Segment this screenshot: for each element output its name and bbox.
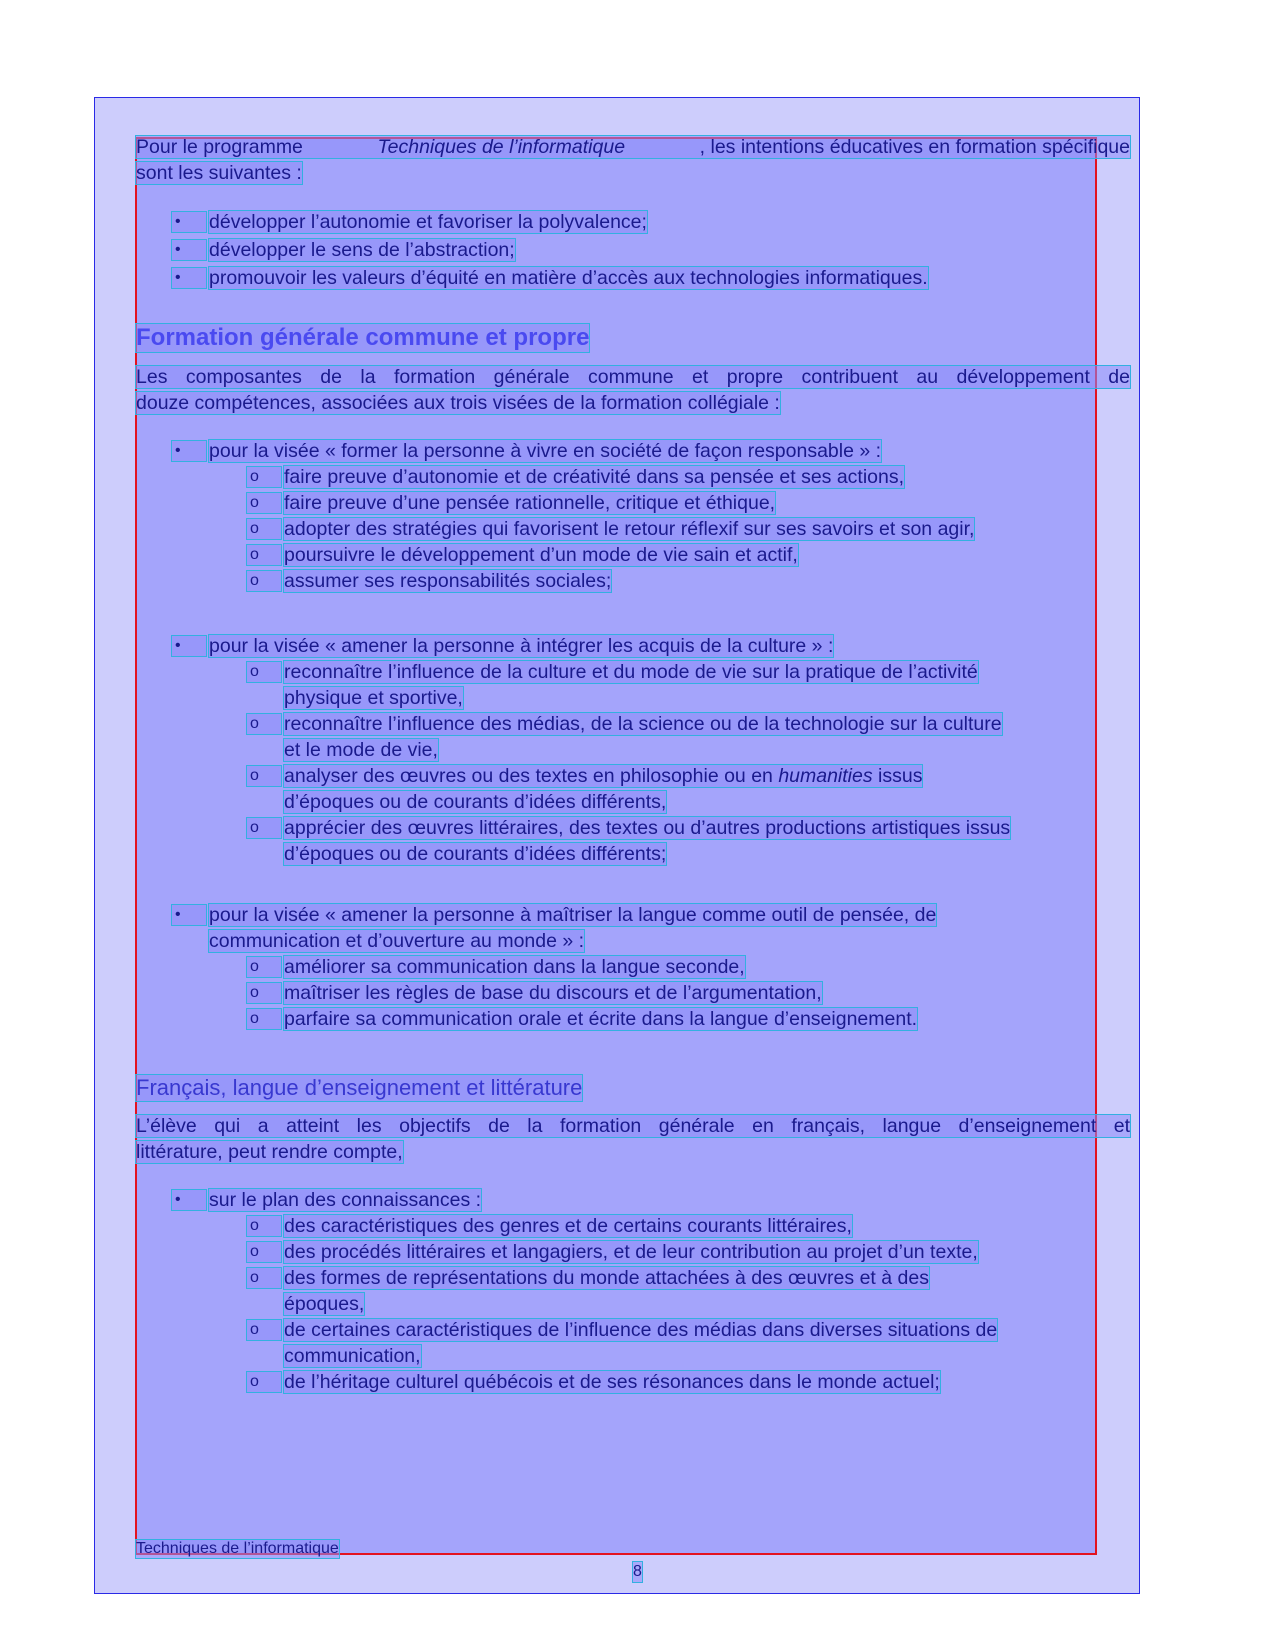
vise2-item-2-line-2: et le mode de vie,: [284, 739, 438, 761]
vise3-item: maîtriser les règles de base du discours et de l’argumentation,: [284, 982, 822, 1004]
vise2-item-3-text-b: issus: [872, 765, 923, 787]
bullet-marker: •: [172, 1190, 206, 1210]
bullet-marker: •: [172, 441, 206, 461]
vise2-title: pour la visée « amener la personne à intégrer les acquis de la culture » :: [209, 635, 834, 657]
vise3-title-line-1: pour la visée « amener la personne à maîtriser la langue comme outil de pensée, de: [209, 904, 937, 926]
intro-prefix: Pour le programme: [136, 136, 303, 158]
sub-bullet-marker: o: [247, 818, 281, 838]
sub-bullet-marker: o: [247, 493, 281, 513]
vise1-item: adopter des stratégies qui favorisent le retour réflexif sur ses savoirs et son agir,: [284, 518, 975, 540]
sub-bullet-marker: o: [247, 1320, 281, 1340]
section2-para-line-1: [136, 1115, 1130, 1137]
intro-rest: , les intentions éducatives en formation spécifique: [699, 136, 1130, 158]
knowledge-item-4-line-1: de certaines caractéristiques de l’influence des médias dans diverses situations de: [284, 1319, 998, 1341]
knowledge-item-1: des caractéristiques des genres et de certains courants littéraires,: [284, 1215, 852, 1237]
intro-line-2: sont les suivantes :: [136, 162, 302, 184]
sub-bullet-marker: o: [247, 1242, 281, 1262]
program-name: Techniques de l’informatique: [377, 136, 626, 158]
section-heading-francais: Français, langue d’enseignement et littérature: [136, 1075, 583, 1100]
humanities-term: humanities: [778, 765, 873, 787]
page-number: 8: [633, 1563, 642, 1580]
vise3-item: améliorer sa communication dans la langue seconde,: [284, 956, 745, 978]
sub-bullet-marker: o: [247, 1268, 281, 1288]
vise1-item: faire preuve d’une pensée rationnelle, critique et éthique,: [284, 492, 776, 514]
section1-para-text-1: Les composantes de la formation générale commune et propre contribuent au développement de: [136, 366, 1130, 388]
vise2-item-4-line-2: d’époques ou de courants d’idées différents;: [284, 843, 667, 865]
vise2-item-3-text-a: analyser des œuvres ou des textes en philosophie ou en: [284, 765, 779, 787]
intention-item: développer le sens de l’abstraction;: [209, 239, 515, 261]
vise2-item-4-line-1: apprécier des œuvres littéraires, des textes ou d’autres productions artistiques issus: [284, 817, 1011, 839]
knowledge-item-5: de l’héritage culturel québécois et de ses résonances dans le monde actuel;: [284, 1371, 940, 1393]
vise2-item-3-line-1: [284, 765, 922, 787]
knowledge-item-2: des procédés littéraires et langagiers, et de leur contribution au projet d’un texte,: [284, 1241, 978, 1263]
vise1-item: poursuivre le développement d’un mode de vie sain et actif,: [284, 544, 798, 566]
vise2-item-1-line-2: physique et sportive,: [284, 687, 463, 709]
sub-bullet-marker: o: [247, 1372, 281, 1392]
section1-para-line-1: [136, 366, 1130, 388]
sub-bullet-marker: o: [247, 1216, 281, 1236]
sub-bullet-marker: o: [247, 545, 281, 565]
vise1-title: pour la visée « former la personne à vivre en société de façon responsable » :: [209, 440, 882, 462]
sub-bullet-marker: o: [247, 1009, 281, 1029]
knowledge-title: sur le plan des connaissances :: [209, 1189, 482, 1211]
section2-para-line-2: littérature, peut rendre compte,: [136, 1141, 403, 1163]
sub-bullet-marker: o: [247, 519, 281, 539]
knowledge-item-3-line-1: des formes de représentations du monde attachées à des œuvres et à des: [284, 1267, 929, 1289]
section2-para-text-1: L’élève qui a atteint les objectifs de la formation générale en français, langue d’enseignement et: [136, 1115, 1130, 1137]
bullet-marker: •: [172, 905, 206, 925]
sub-bullet-marker: o: [247, 714, 281, 734]
vise3-title-line-2: communication et d’ouverture au monde » :: [209, 930, 585, 952]
footer-program-name: Techniques de l’informatique: [136, 1540, 339, 1557]
knowledge-item-4-line-2: communication,: [284, 1345, 421, 1367]
vise2-item-2-line-1: reconnaître l’influence des médias, de la science ou de la technologie sur la culture: [284, 713, 1002, 735]
vise1-item: faire preuve d’autonomie et de créativité dans sa pensée et ses actions,: [284, 466, 905, 488]
bullet-marker: •: [172, 268, 206, 288]
vise2-item-1-line-1: reconnaître l’influence de la culture et du mode de vie sur la pratique de l’activité: [284, 661, 978, 683]
sub-bullet-marker: o: [247, 467, 281, 487]
bullet-marker: •: [172, 636, 206, 656]
vise3-item: parfaire sa communication orale et écrite dans la langue d’enseignement.: [284, 1008, 918, 1030]
vise1-item: assumer ses responsabilités sociales;: [284, 570, 612, 592]
section1-para-line-2: douze compétences, associées aux trois visées de la formation collégiale :: [136, 392, 780, 414]
vise2-item-3-line-2: d’époques ou de courants d’idées différents,: [284, 791, 667, 813]
sub-bullet-marker: o: [247, 571, 281, 591]
sub-bullet-marker: o: [247, 766, 281, 786]
section-heading-formation-generale: Formation générale commune et propre: [136, 324, 590, 351]
intro-line-1: [136, 136, 1130, 158]
bullet-marker: •: [172, 212, 206, 232]
sub-bullet-marker: o: [247, 957, 281, 977]
bullet-marker: •: [172, 240, 206, 260]
intention-item: développer l’autonomie et favoriser la polyvalence;: [209, 211, 647, 233]
knowledge-item-3-line-2: époques,: [284, 1293, 365, 1315]
sub-bullet-marker: o: [247, 662, 281, 682]
intention-item: promouvoir les valeurs d’équité en matière d’accès aux technologies informatiques.: [209, 267, 928, 289]
sub-bullet-marker: o: [247, 983, 281, 1003]
